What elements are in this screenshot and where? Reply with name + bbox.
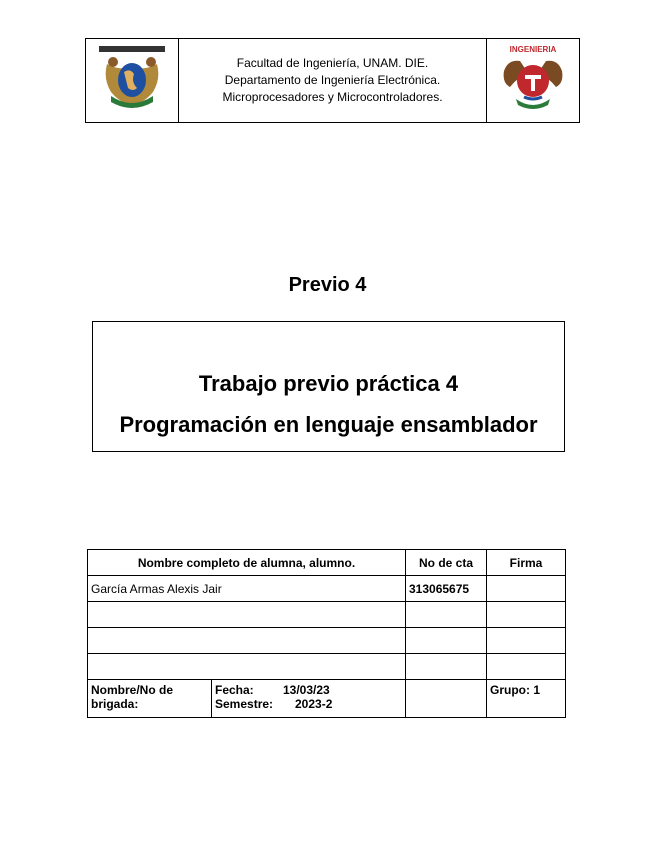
empty-cell — [406, 680, 487, 718]
table-footer-row — [88, 680, 566, 718]
student-name: García Armas Alexis Jair — [88, 576, 406, 602]
student-account: 313065675 — [406, 576, 487, 602]
student-signature — [487, 628, 566, 654]
table-header-row — [88, 550, 566, 576]
header-text-cell — [179, 39, 487, 123]
ingenieria-logo-text: INGENIERIA — [509, 45, 557, 54]
document-header — [85, 38, 580, 123]
date-semester-cell — [212, 680, 406, 718]
header-account: No de cta — [406, 550, 487, 576]
semestre-label: Semestre: — [215, 697, 274, 711]
grupo-label: Grupo: 1 — [487, 680, 566, 718]
header-line-faculty: Facultad de Ingeniería, UNAM. DIE. — [236, 56, 429, 70]
unam-logo-cell — [86, 39, 179, 123]
header-name: Nombre completo de alumna, alumno. — [88, 550, 406, 576]
header-signature: Firma — [487, 550, 566, 576]
header-line-department: Departamento de Ingeniería Electrónica. — [224, 73, 441, 87]
semestre-value: 2023-2 — [295, 697, 333, 711]
fecha-label: Fecha: — [215, 683, 254, 697]
student-signature — [487, 654, 566, 680]
student-signature — [487, 576, 566, 602]
ingenieria-seal-icon — [498, 43, 568, 113]
practice-title: Trabajo previo práctica 4 — [198, 371, 459, 396]
table-row — [88, 654, 566, 680]
student-name — [88, 654, 406, 680]
student-name — [88, 628, 406, 654]
title-box — [92, 321, 565, 452]
student-signature — [487, 602, 566, 628]
table-row — [88, 602, 566, 628]
student-account — [406, 654, 487, 680]
practice-subtitle: Programación en lenguaje ensamblador — [119, 412, 538, 437]
page-title: Previo 4 — [288, 274, 367, 296]
unam-seal-icon — [97, 44, 167, 112]
student-table — [87, 549, 566, 718]
ingenieria-logo-cell — [487, 39, 580, 123]
fecha-value: 13/03/23 — [283, 683, 330, 697]
table-row — [88, 628, 566, 654]
student-name — [88, 602, 406, 628]
student-account — [406, 628, 487, 654]
brigade-label: Nombre/No de brigada: — [88, 680, 212, 718]
header-line-course: Microprocesadores y Microcontroladores. — [222, 90, 443, 104]
table-row — [88, 576, 566, 602]
student-account — [406, 602, 487, 628]
